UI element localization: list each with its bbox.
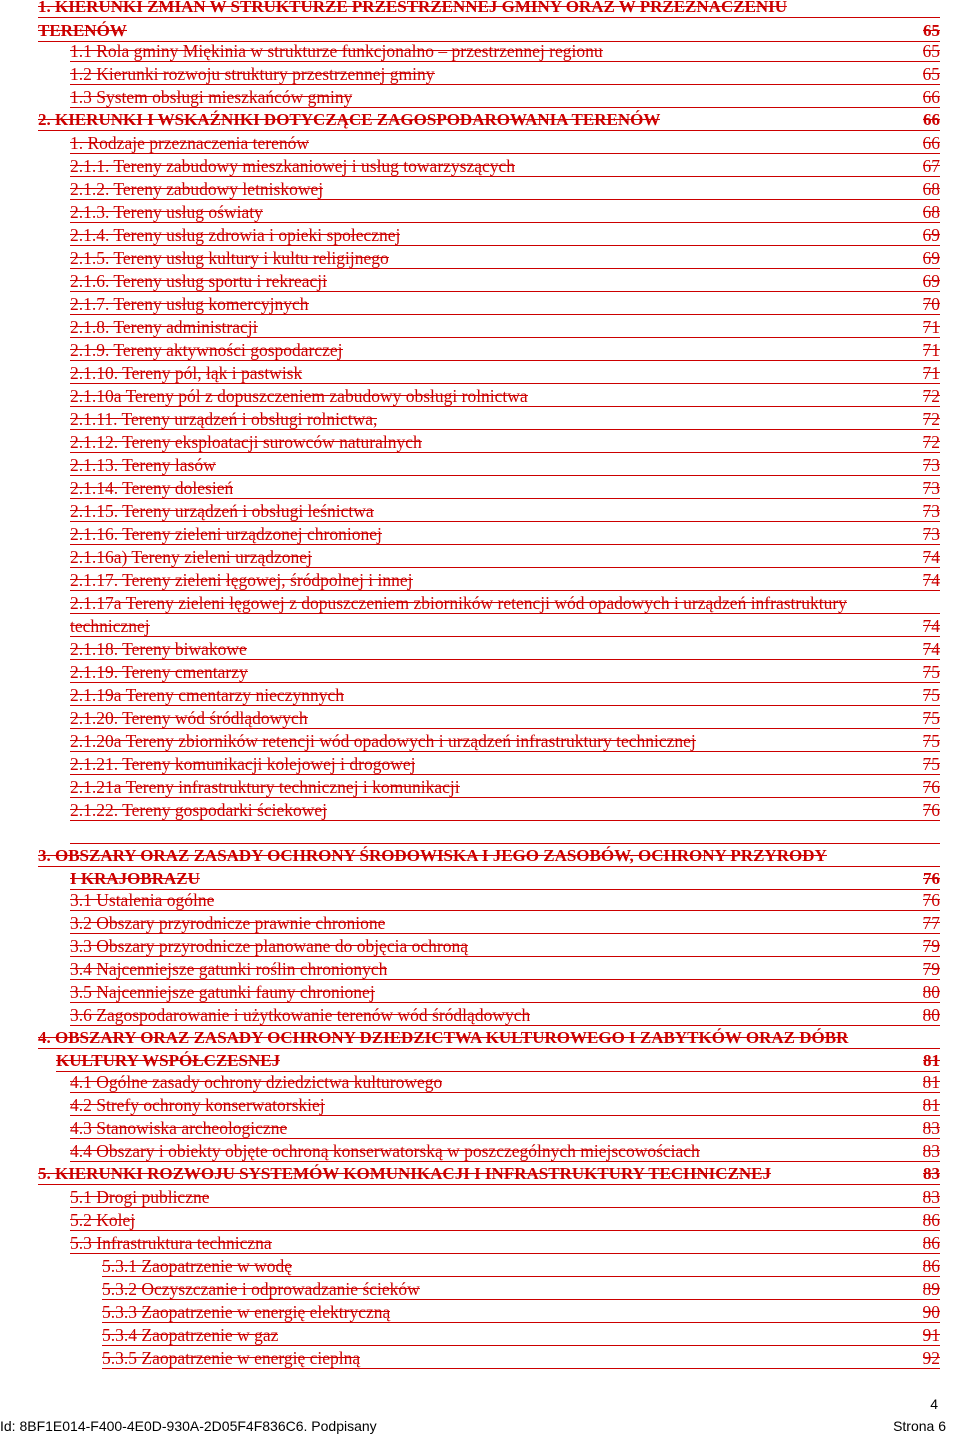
entry-underline — [70, 636, 940, 637]
toc-entry-title: 1.1 Rola gminy Miękinia w strukturze funkcjonalno – przestrzennej regionu — [70, 41, 603, 61]
toc-entry[interactable] — [0, 592, 940, 615]
toc-entry-page: 65 — [922, 41, 940, 61]
toc-entry[interactable] — [0, 868, 940, 891]
toc-entry-page: 65 — [922, 64, 940, 84]
toc-entry-page: 83 — [922, 1118, 940, 1138]
toc-entry-page: 71 — [922, 317, 940, 337]
toc-entry-title: 2.1.17a Tereny zieleni łęgowej z dopuszczeniem zbiorników retencji wód opadowych i urządzeń infrastruktury — [70, 593, 847, 613]
toc-entry[interactable] — [0, 1301, 940, 1324]
toc-entry-page: 75 — [922, 662, 940, 682]
toc-entry[interactable] — [0, 385, 940, 408]
toc-entry-title: 2.1.22. Tereny gospodarki ściekowej — [70, 800, 328, 820]
entry-underline — [70, 843, 940, 844]
toc-entry-page: 68 — [922, 202, 940, 222]
toc-entry-title: 2.1.10. Tereny pól, łąk i pastwisk — [70, 363, 303, 383]
toc-entry-title: 2.1.11. Tereny urządzeń i obsługi rolnictwa, — [70, 409, 378, 429]
toc-entry[interactable] — [0, 523, 940, 546]
page-number: 4 — [930, 1396, 938, 1412]
toc-entry[interactable] — [0, 247, 940, 270]
entry-underline — [70, 1230, 940, 1231]
toc-entry-title: 3.2 Obszary przyrodnicze prawnie chronione — [70, 913, 386, 933]
toc-entry[interactable] — [0, 753, 940, 776]
toc-entry-page: 91 — [922, 1325, 940, 1345]
toc-entry-page: 72 — [922, 409, 940, 429]
toc-entry-title: KULTURY WSPÓŁCZESNEJ — [56, 1051, 281, 1070]
toc-entry-title: 2.1.6. Tereny usług sportu i rekreacji — [70, 271, 327, 291]
toc-entry[interactable] — [0, 1140, 940, 1163]
toc-entry-page: 76 — [922, 777, 940, 797]
toc-entry[interactable] — [0, 431, 940, 454]
toc-entry-page: 89 — [922, 1279, 940, 1299]
toc-entry-title: 5. KIERUNKI ROZWOJU SYSTEMÓW KOMUNIKACJI I INFRASTRUKTURY TECHNICZNEJ — [38, 1164, 772, 1183]
toc-entry-title: 2.1.20. Tereny wód śródlądowych — [70, 708, 308, 728]
toc-entry[interactable] — [0, 638, 940, 661]
toc-entry-page: 69 — [922, 225, 940, 245]
toc-entry[interactable] — [0, 730, 940, 753]
toc-entry[interactable] — [0, 1186, 940, 1209]
toc-entry-page: 65 — [923, 21, 940, 40]
toc-entry[interactable] — [0, 845, 940, 868]
toc-entry-title: 5.3.4 Zaopatrzenie w gaz — [102, 1325, 279, 1345]
toc-entry-page: 73 — [922, 455, 940, 475]
toc-entry-page: 81 — [922, 1095, 940, 1115]
toc-entry-title: 2.1.21. Tereny komunikacji kolejowej i drogowej — [70, 754, 416, 774]
toc-entry[interactable] — [0, 569, 940, 592]
toc-entry-page: 68 — [922, 179, 940, 199]
toc-entry-page: 75 — [922, 754, 940, 774]
toc-entry-title: I KRAJOBRAZU — [70, 869, 200, 888]
toc-entry-title: 2.1.12. Tereny eksploatacji surowców naturalnych — [70, 432, 422, 452]
toc-entry-title: 2.1.4. Tereny usług zdrowia i opieki społecznej — [70, 225, 401, 245]
toc-entry[interactable] — [0, 1278, 940, 1301]
toc-entry-page: 67 — [922, 156, 940, 176]
toc-entry[interactable] — [0, 1094, 940, 1117]
toc-entry-title: 4.3 Stanowiska archeologiczne — [70, 1118, 288, 1138]
toc-entry[interactable] — [0, 132, 940, 155]
toc-entry-title: 1.3 System obsługi mieszkańców gminy — [70, 87, 353, 107]
toc-entry[interactable] — [0, 1163, 940, 1186]
toc-entry-page: 66 — [923, 110, 940, 129]
toc-separator — [0, 822, 940, 845]
toc-entry-page: 81 — [923, 1051, 940, 1070]
toc-entry[interactable] — [0, 109, 940, 132]
toc-entry-page: 72 — [922, 386, 940, 406]
toc-entry-page: 86 — [922, 1210, 940, 1230]
toc-entry-title: 5.3.1 Zaopatrzenie w wodę — [102, 1256, 292, 1276]
toc-entry-title: 3.1 Ustalenia ogólne — [70, 890, 215, 910]
toc-entry-title: 4.4 Obszary i obiekty objęte ochroną konserwatorską w poszczególnych miejscowościach — [70, 1141, 700, 1161]
toc-entry-page: 77 — [922, 913, 940, 933]
toc-entry-page: 83 — [922, 1141, 940, 1161]
toc-entry-page: 75 — [922, 708, 940, 728]
toc-entry-page: 74 — [922, 639, 940, 659]
toc-entry-title: 2.1.16a) Tereny zieleni urządzonej — [70, 547, 312, 567]
toc-entry[interactable] — [0, 776, 940, 799]
toc-entry-title: 2.1.19a Tereny cmentarzy nieczynnych — [70, 685, 344, 705]
toc-entry-title: 4. OBSZARY ORAZ ZASADY OCHRONY DZIEDZICTWA KULTUROWEGO I ZABYTKÓW ORAZ DÓBR — [38, 1028, 849, 1047]
toc-entry-title: 5.1 Drogi publiczne — [70, 1187, 210, 1207]
toc-entry[interactable] — [0, 224, 940, 247]
toc-entry[interactable] — [0, 362, 940, 385]
toc-entry-page: 76 — [922, 890, 940, 910]
toc-entry-title: 2.1.5. Tereny usług kultury i kultu religijnego — [70, 248, 389, 268]
toc-entry-title: 3.4 Najcenniejsze gatunki roślin chronionych — [70, 959, 388, 979]
toc-entry[interactable] — [0, 935, 940, 958]
toc-entry-title: 3. OBSZARY ORAZ ZASADY OCHRONY ŚRODOWISKA I JEGO ZASOBÓW, OCHRONY PRZYRODY — [38, 846, 827, 865]
toc-entry[interactable] — [0, 0, 940, 19]
toc-entry-title: 3.6 Zagospodarowanie i użytkowanie terenów wód śródlądowych — [70, 1005, 531, 1025]
toc-entry-page: 83 — [922, 1187, 940, 1207]
toc-entry-title: 4.2 Strefy ochrony konserwatorskiej — [70, 1095, 325, 1115]
toc-entry-page: 76 — [923, 869, 940, 888]
toc-entry[interactable] — [0, 500, 940, 523]
toc-entry-title: technicznej — [70, 616, 150, 636]
toc-entry-page: 69 — [922, 248, 940, 268]
toc-entry-page: 73 — [922, 478, 940, 498]
toc-entry[interactable] — [0, 408, 940, 431]
toc-entry[interactable] — [0, 201, 940, 224]
toc-entry[interactable] — [0, 63, 940, 86]
toc-entry-page: 80 — [922, 982, 940, 1002]
toc-entry-title: 2.1.18. Tereny biwakowe — [70, 639, 247, 659]
toc-entry-title: 1.2 Kierunki rozwoju struktury przestrzennej gminy — [70, 64, 435, 84]
toc-entry-title: 2.1.9. Tereny aktywności gospodarczej — [70, 340, 343, 360]
toc-entry-title: 2.1.20a Tereny zbiorników retencji wód opadowych i urządzeń infrastruktury technicznej — [70, 731, 696, 751]
toc-entry-page: 71 — [922, 340, 940, 360]
toc-entry[interactable] — [0, 339, 940, 362]
toc-entry-page: 66 — [922, 87, 940, 107]
toc-entry[interactable] — [0, 1347, 940, 1370]
toc-entry-page: 80 — [922, 1005, 940, 1025]
toc-entry[interactable] — [0, 661, 940, 684]
toc-entry-page: 92 — [922, 1348, 940, 1368]
toc-entry-page: 79 — [922, 959, 940, 979]
toc-entry[interactable] — [0, 316, 940, 339]
toc-entry-title: 2. KIERUNKI I WSKAŹNIKI DOTYCZĄCE ZAGOSPODAROWANIA TERENÓW — [38, 110, 661, 129]
toc-entry-title: 2.1.10a Tereny pól z dopuszczeniem zabudowy obsługi rolnictwa — [70, 386, 528, 406]
toc-entry[interactable] — [0, 889, 940, 912]
toc-entry-page: 74 — [922, 616, 940, 636]
toc-entry[interactable] — [0, 1209, 940, 1232]
toc-entry[interactable] — [0, 1027, 940, 1050]
toc-entry[interactable] — [0, 615, 940, 638]
toc-entry[interactable] — [0, 799, 940, 822]
toc-entry-title: 1. Rodzaje przeznaczenia terenów — [70, 133, 310, 153]
toc-entry-title: 2.1.8. Tereny administracji — [70, 317, 258, 337]
toc-entry-title: 5.3 Infrastruktura techniczna — [70, 1233, 272, 1253]
toc-entry[interactable] — [0, 707, 940, 730]
toc-entry[interactable] — [0, 40, 940, 63]
toc-entry-title: 2.1.13. Tereny lasów — [70, 455, 216, 475]
toc-entry-title: 2.1.3. Tereny usług oświaty — [70, 202, 263, 222]
toc-entry-page: 83 — [923, 1164, 940, 1183]
toc-entry-page: 73 — [922, 524, 940, 544]
toc-entry[interactable] — [0, 1232, 940, 1255]
toc-entry-page: 86 — [922, 1233, 940, 1253]
toc-entry-title: TERENÓW — [38, 21, 127, 40]
document-id: Id: 8BF1E014-F400-4E0D-930A-2D05F4F836C6. Podpisany — [0, 1418, 377, 1434]
toc-entry-title: 2.1.1. Tereny zabudowy mieszkaniowej i usług towarzyszących — [70, 156, 516, 176]
toc-entry[interactable] — [0, 1004, 940, 1027]
toc-entry-title: 2.1.19. Tereny cmentarzy — [70, 662, 248, 682]
toc-entry[interactable] — [0, 155, 940, 178]
toc-entry-page: 74 — [922, 547, 940, 567]
toc-entry[interactable] — [0, 1324, 940, 1347]
toc-entry-page: 75 — [922, 731, 940, 751]
sheet-label: Strona 6 — [893, 1418, 946, 1434]
toc-entry-title: 5.2 Kolej — [70, 1210, 136, 1230]
toc-entry-page: 86 — [922, 1256, 940, 1276]
toc-entry-title: 2.1.2. Tereny zabudowy letniskowej — [70, 179, 324, 199]
toc-entry[interactable] — [0, 684, 940, 707]
toc-entry[interactable] — [0, 178, 940, 201]
toc-entry-title: 1. KIERUNKI ZMIAN W STRUKTURZE PRZESTRZENNEJ GMINY ORAZ W PRZEZNACZENIU — [38, 0, 788, 16]
toc-entry-title: 5.3.5 Zaopatrzenie w energię cieplną — [102, 1348, 361, 1368]
toc-entry-page: 74 — [922, 570, 940, 590]
toc-entry[interactable] — [0, 1071, 940, 1094]
toc-entry[interactable] — [0, 477, 940, 500]
toc-entry[interactable] — [0, 1050, 940, 1073]
toc-entry-title: 2.1.7. Tereny usług komercyjnych — [70, 294, 309, 314]
toc-entry-page: 76 — [922, 800, 940, 820]
toc-entry-page: 69 — [922, 271, 940, 291]
toc-entry-page: 79 — [922, 936, 940, 956]
toc-entry[interactable] — [0, 981, 940, 1004]
toc-entry[interactable] — [0, 546, 940, 569]
toc-entry-title: 2.1.15. Tereny urządzeń i obsługi leśnictwa — [70, 501, 374, 521]
toc-entry[interactable] — [0, 958, 940, 981]
toc-entry-page: 71 — [922, 363, 940, 383]
toc-entry[interactable] — [0, 454, 940, 477]
toc-entry-title: 2.1.21a Tereny infrastruktury technicznej i komunikacji — [70, 777, 460, 797]
toc-entry-page: 73 — [922, 501, 940, 521]
toc-entry-page: 72 — [922, 432, 940, 452]
toc-entry[interactable] — [0, 1117, 940, 1140]
toc-entry[interactable] — [0, 1255, 940, 1278]
toc-entry-page: 70 — [922, 294, 940, 314]
toc-entry-title: 2.1.17. Tereny zieleni łęgowej, śródpolnej i innej — [70, 570, 413, 590]
toc-entry[interactable] — [0, 86, 940, 109]
toc-entry[interactable] — [0, 270, 940, 293]
toc-entry-page: 90 — [922, 1302, 940, 1322]
toc-entry-title: 2.1.16. Tereny zieleni urządzonej chronionej — [70, 524, 382, 544]
toc-entry-page: 75 — [922, 685, 940, 705]
toc-entry-title: 3.5 Najcenniejsze gatunki fauny chronionej — [70, 982, 375, 1002]
toc-entry-title: 5.3.3 Zaopatrzenie w energię elektryczną — [102, 1302, 391, 1322]
toc-entry-title: 2.1.14. Tereny dolesień — [70, 478, 234, 498]
toc-entry[interactable] — [0, 293, 940, 316]
toc-entry-title: 3.3 Obszary przyrodnicze planowane do objęcia ochroną — [70, 936, 468, 956]
toc-entry-title: 4.1 Ogólne zasady ochrony dziedzictwa kulturowego — [70, 1072, 443, 1092]
toc-entry-page: 81 — [922, 1072, 940, 1092]
toc-entry[interactable] — [0, 912, 940, 935]
toc-entry-page: 66 — [922, 133, 940, 153]
toc-entry-title: 5.3.2 Oczyszczanie i odprowadzanie ścieków — [102, 1279, 420, 1299]
